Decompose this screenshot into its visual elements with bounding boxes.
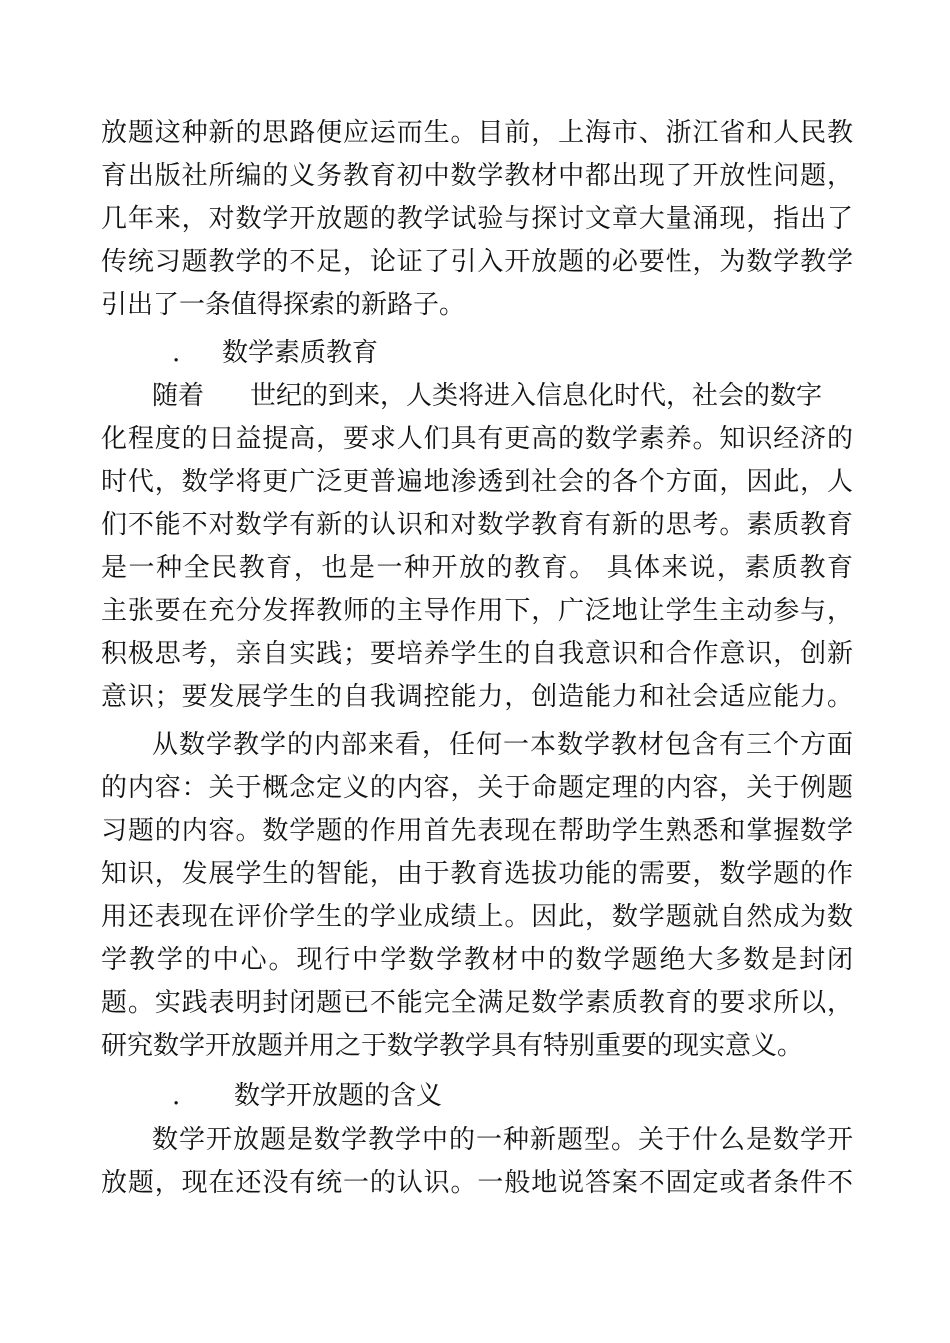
paragraph-line: 化程度的日益提高，要求人们具有更高的数学素养。知识经济的 bbox=[101, 424, 853, 454]
text-fragment: 世纪的到来，人类将进入信息化时代，社会的数字 bbox=[250, 381, 823, 411]
paragraph-first-line bbox=[152, 376, 853, 416]
paragraph-line: 放题这种新的思路便应运而生。目前，上海市、浙江省和人民教 bbox=[101, 118, 853, 148]
paragraph-line: 放题，现在还没有统一的认识。一般地说答案不固定或者条件不 bbox=[101, 1168, 853, 1198]
paragraph-first-line: 数学开放题是数学教学中的一种新题型。关于什么是数学开 bbox=[152, 1125, 853, 1155]
paragraph-line: 意识；要发展学生的自我调控能力，创造能力和社会适应能力。 bbox=[101, 682, 853, 712]
section-heading bbox=[172, 333, 378, 373]
paragraph-first-line: 从数学教学的内部来看，任何一本数学教材包含有三个方面 bbox=[152, 730, 853, 760]
paragraph-line: 传统习题教学的不足，论证了引入开放题的必要性，为数学教学 bbox=[101, 247, 853, 277]
paragraph-line: 研究数学开放题并用之于数学教学具有特别重要的现实意义。 bbox=[101, 1031, 804, 1061]
section-number: . bbox=[172, 1081, 181, 1111]
paragraph-line: 时代，数学将更广泛更普遍地渗透到社会的各个方面，因此，人 bbox=[101, 467, 853, 497]
paragraph-line: 用还表现在评价学生的学业成绩上。因此，数学题就自然成为数 bbox=[101, 902, 853, 932]
paragraph-line: 主张要在充分发挥教师的主导作用下，广泛地让学生主动参与， bbox=[101, 596, 853, 626]
paragraph-line: 习题的内容。数学题的作用首先表现在帮助学生熟悉和掌握数学 bbox=[101, 816, 853, 846]
paragraph-line: 知识，发展学生的智能，由于教育选拔功能的需要，数学题的作 bbox=[101, 859, 853, 889]
paragraph-line: 几年来，对数学开放题的教学试验与探讨文章大量涌现，指出了 bbox=[101, 204, 853, 234]
section-number: . bbox=[172, 338, 181, 368]
text-fragment: 随着 bbox=[152, 381, 205, 411]
section-title: 数学开放题的含义 bbox=[234, 1081, 443, 1111]
section-title: 数学素质教育 bbox=[222, 338, 379, 368]
paragraph-line: 学教学的中心。现行中学数学教材中的数学题绝大多数是封闭 bbox=[101, 945, 853, 975]
paragraph-line: 积极思考，亲自实践；要培养学生的自我意识和合作意识，创新 bbox=[101, 639, 853, 669]
section-heading bbox=[172, 1076, 442, 1116]
paragraph-line: 引出了一条值得探索的新路子。 bbox=[101, 290, 466, 320]
paragraph-line: 题。实践表明封闭题已不能完全满足数学素质教育的要求所以， bbox=[101, 988, 853, 1018]
paragraph-line: 的内容：关于概念定义的内容，关于命题定理的内容，关于例题 bbox=[101, 773, 853, 803]
paragraph-line: 们不能不对数学有新的认识和对数学教育有新的思考。素质教育 bbox=[101, 510, 853, 540]
paragraph-line: 育出版社所编的义务教育初中数学教材中都出现了开放性问题， bbox=[101, 161, 853, 191]
paragraph-line: 是一种全民教育，也是一种开放的教育。 具体来说，素质教育 bbox=[101, 553, 853, 583]
